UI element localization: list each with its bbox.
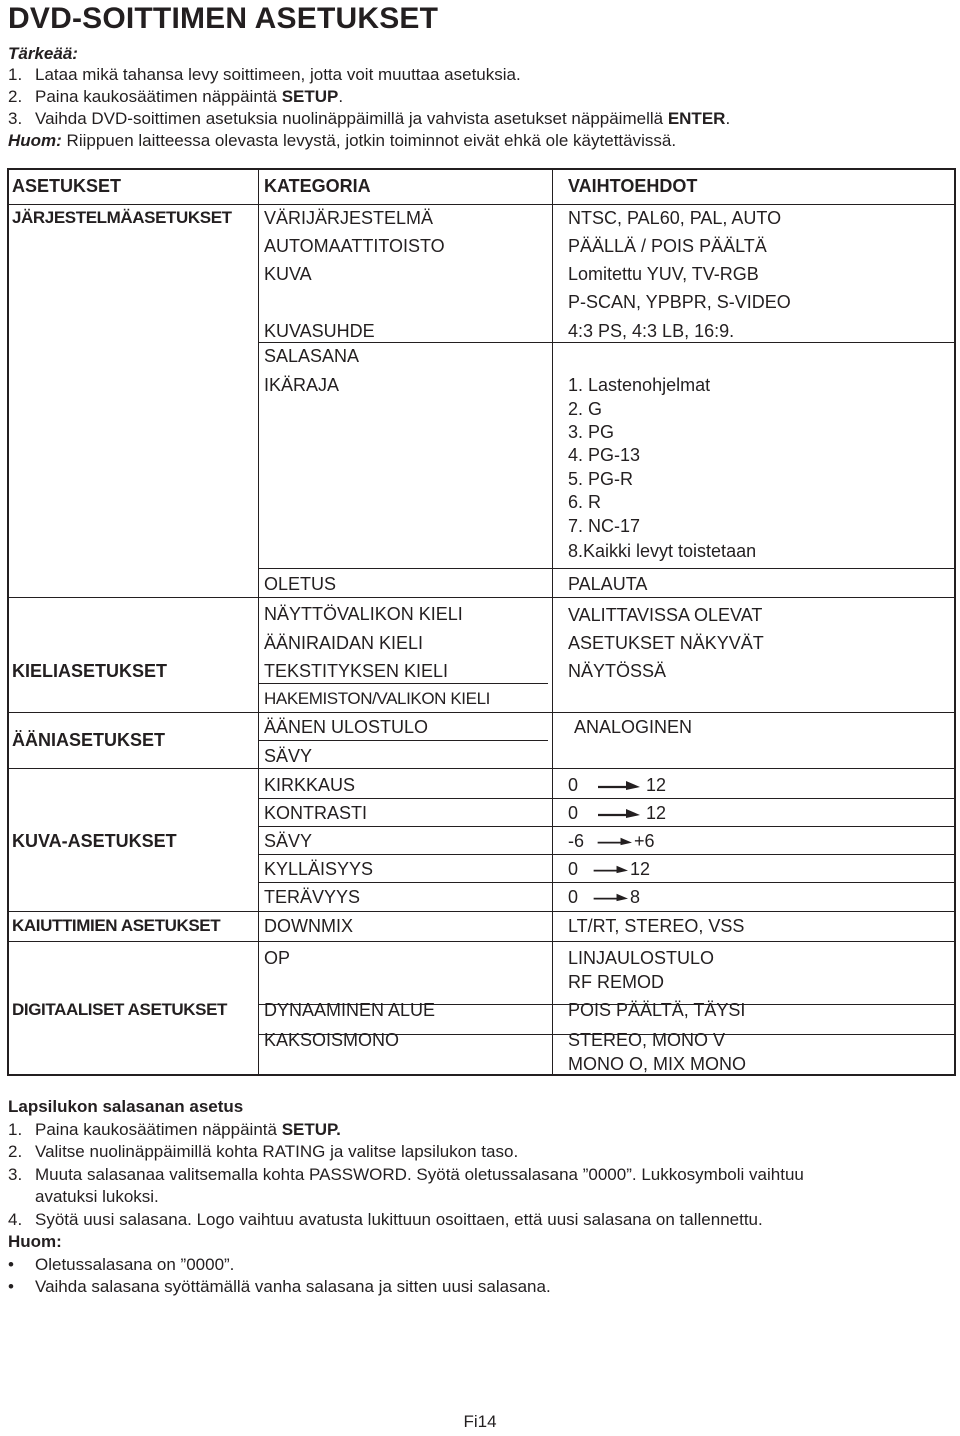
header-category: KATEGORIA	[264, 176, 371, 196]
note-label: Huom:	[8, 1232, 62, 1251]
step-text: Paina kaukosäätimen näppäintä SETUP.	[35, 87, 344, 106]
option-audio-out: ANALOGINEN	[574, 717, 693, 737]
row-divider	[258, 683, 548, 684]
range-to: 8	[630, 887, 641, 907]
section-speaker-settings: KAIUTTIMIEN ASETUKSET	[12, 916, 221, 935]
note-label: Huom:	[8, 131, 62, 150]
option-language-1: VALITTAVISSA OLEVAT	[568, 605, 763, 625]
parental-step	[8, 1119, 804, 1142]
intro-step	[8, 86, 730, 108]
section-system-settings: JÄRJESTELMÄASETUKSET	[12, 208, 232, 227]
range-to: 12	[646, 803, 667, 823]
category-auto-play: AUTOMAATTITOISTO	[264, 236, 445, 256]
row-divider	[9, 204, 954, 205]
option-op-1: LINJAULOSTULO	[568, 948, 715, 968]
row-divider	[9, 768, 954, 769]
step-text: Paina kaukosäätimen näppäintä SETUP.	[35, 1119, 341, 1139]
step-text: Lataa mikä tahansa levy soittimeen, jotta voit muuttaa asetuksia.	[35, 65, 521, 84]
category-subtitle-language: TEKSTITYKSEN KIELI	[264, 661, 449, 681]
range-from: 0	[568, 859, 579, 879]
section-audio-settings: ÄÄNIASETUKSET	[12, 730, 166, 750]
option-rating: 4. PG-13	[568, 445, 641, 465]
step-number: 4.	[8, 1209, 23, 1229]
category-color-system: VÄRIJÄRJESTELMÄ	[264, 208, 434, 228]
category-menu-language: HAKEMISTON/VALIKON KIELI	[264, 689, 490, 708]
option-aspect: 4:3 PS, 4:3 LB, 16:9.	[568, 321, 735, 341]
step-text: Syötä uusi salasana. Logo vaihtuu avatusta lukittuun osoittaen, että uusi salasana on tallennettu.	[35, 1209, 763, 1229]
option-dynamic-range: POIS PÄÄLTÄ, TÄYSI	[568, 1000, 746, 1020]
option-rating: 2. G	[568, 399, 603, 419]
category-password: SALASANA	[264, 346, 360, 366]
bullet-icon: •	[8, 1277, 14, 1296]
option-hue-range	[568, 830, 655, 852]
row-divider	[258, 798, 954, 799]
range-from: 0	[568, 775, 579, 795]
option-dual-mono-2: MONO O, MIX MONO	[568, 1054, 746, 1074]
header-options: VAIHTOEHDOT	[568, 176, 698, 196]
column-divider	[552, 170, 553, 1074]
row-divider	[258, 826, 954, 827]
category-contrast: KONTRASTI	[264, 803, 368, 823]
row-divider	[258, 568, 954, 569]
section-language-settings: KIELIASETUKSET	[12, 661, 168, 681]
intro-note	[8, 130, 730, 152]
bullet-icon: •	[8, 1254, 14, 1274]
step-text: Valitse nuolinäppäimillä kohta RATING ja valitse lapsilukon taso.	[35, 1142, 519, 1161]
step-number: 2.	[8, 87, 23, 106]
category-aspect: KUVASUHDE	[264, 321, 375, 341]
intro-step	[8, 64, 730, 86]
option-rating: 5. PG-R	[568, 469, 634, 489]
header-settings: ASETUKSET	[12, 176, 122, 196]
option-brightness-range	[568, 774, 666, 796]
row-divider	[9, 941, 954, 942]
category-audio-language: ÄÄNIRAIDAN KIELI	[264, 633, 424, 653]
note-bullet	[8, 1276, 804, 1299]
arrow-right-icon	[596, 806, 640, 820]
range-from: -6	[568, 831, 585, 851]
arrow-right-icon	[596, 778, 640, 792]
option-auto-play: PÄÄLLÄ / POIS PÄÄLTÄ	[568, 236, 767, 256]
section-heading: Lapsilukon salasanan asetus	[8, 1097, 244, 1116]
row-divider	[9, 597, 954, 598]
step-number: 3.	[8, 109, 23, 128]
column-divider	[258, 170, 259, 1074]
option-rating: 8.Kaikki levyt toistetaan	[568, 541, 757, 561]
arrow-right-icon	[592, 862, 628, 876]
note-text: Riippuen laitteessa olevasta levystä, jotkin toiminnot eivät ehkä ole käytettävissä.	[61, 131, 677, 150]
category-default: OLETUS	[264, 574, 337, 594]
category-audio-out: ÄÄNEN ULOSTULO	[264, 717, 429, 737]
arrow-right-icon	[596, 834, 632, 848]
section-picture-settings: KUVA-ASETUKSET	[12, 831, 177, 851]
option-language-2: ASETUKSET NÄKYVÄT	[568, 633, 764, 653]
option-sharpness-range	[568, 886, 640, 908]
step-text: Vaihda DVD-soittimen asetuksia nuolinäppäimillä ja vahvista asetukset näppäimellä ENTER.	[35, 109, 731, 128]
option-rating: 3. PG	[568, 422, 615, 442]
category-downmix: DOWNMIX	[264, 916, 353, 936]
category-dual-mono: KAKSOISMONO	[264, 1030, 400, 1050]
section-digital-settings: DIGITAALISET ASETUKSET	[12, 1000, 228, 1019]
note-bullet	[8, 1254, 804, 1277]
parental-lock-section	[8, 1096, 804, 1299]
step-number: 1.	[8, 1119, 23, 1139]
category-dynamic-range: DYNAAMINEN ALUE	[264, 1000, 436, 1020]
bullet-text: Oletussalasana on ”0000”.	[35, 1254, 235, 1274]
option-op-2: RF REMOD	[568, 972, 664, 992]
category-tone: SÄVY	[264, 746, 313, 766]
row-divider	[258, 854, 954, 855]
row-divider	[258, 740, 548, 741]
category-op: OP	[264, 948, 291, 968]
row-divider	[258, 882, 954, 883]
row-divider	[9, 712, 954, 713]
option-rating: 7. NC-17	[568, 516, 641, 536]
row-divider	[9, 911, 954, 912]
range-from: 0	[568, 803, 579, 823]
bullet-text: Vaihda salasana syöttämällä vanha salasana ja sitten uusi salasana.	[35, 1277, 551, 1296]
row-divider	[258, 342, 954, 343]
range-from: 0	[568, 887, 579, 907]
step-number: 1.	[8, 65, 23, 84]
category-hue: SÄVY	[264, 831, 313, 851]
settings-table	[7, 168, 956, 1076]
category-age-limit: IKÄRAJA	[264, 375, 340, 395]
range-to: 12	[646, 775, 667, 795]
category-osd-language: NÄYTTÖVALIKON KIELI	[264, 604, 463, 624]
option-saturation-range	[568, 858, 650, 880]
option-rating: 1. Lastenohjelmat	[568, 375, 711, 395]
intro-step	[8, 108, 730, 130]
parental-step	[8, 1141, 804, 1164]
page-title: DVD-SOITTIMEN ASETUKSET	[8, 2, 439, 35]
option-rating: 6. R	[568, 492, 602, 512]
step-number: 2.	[8, 1142, 23, 1161]
option-contrast-range	[568, 802, 666, 824]
category-brightness: KIRKKAUS	[264, 775, 356, 795]
important-label: Tärkeää:	[8, 44, 78, 63]
category-sharpness: TERÄVYYS	[264, 887, 361, 907]
page-number: Fi14	[463, 1412, 497, 1431]
parental-step	[8, 1209, 804, 1232]
step-text-continued: avatuksi lukoksi.	[35, 1187, 159, 1206]
option-downmix: LT/RT, STEREO, VSS	[568, 916, 745, 936]
range-to: +6	[634, 831, 655, 851]
option-language-3: NÄYTÖSSÄ	[568, 661, 667, 681]
step-text: Muuta salasanaa valitsemalla kohta PASSWORD. Syötä oletussalasana ”0000”. Lukkosymboli vaihtuu	[35, 1164, 804, 1184]
option-default: PALAUTA	[568, 574, 648, 594]
option-color-system: NTSC, PAL60, PAL, AUTO	[568, 208, 782, 228]
arrow-right-icon	[592, 890, 628, 904]
category-picture: KUVA	[264, 264, 312, 284]
step-number: 3.	[8, 1164, 23, 1184]
option-picture-1: Lomitettu YUV, TV-RGB	[568, 264, 759, 284]
category-saturation: KYLLÄISYYS	[264, 859, 374, 879]
option-picture-2: P-SCAN, YPBPR, S-VIDEO	[568, 292, 791, 312]
intro-instructions	[8, 64, 730, 152]
option-dual-mono-1: STEREO, MONO V	[568, 1030, 726, 1050]
range-to: 12	[630, 859, 651, 879]
parental-step	[8, 1164, 804, 1187]
